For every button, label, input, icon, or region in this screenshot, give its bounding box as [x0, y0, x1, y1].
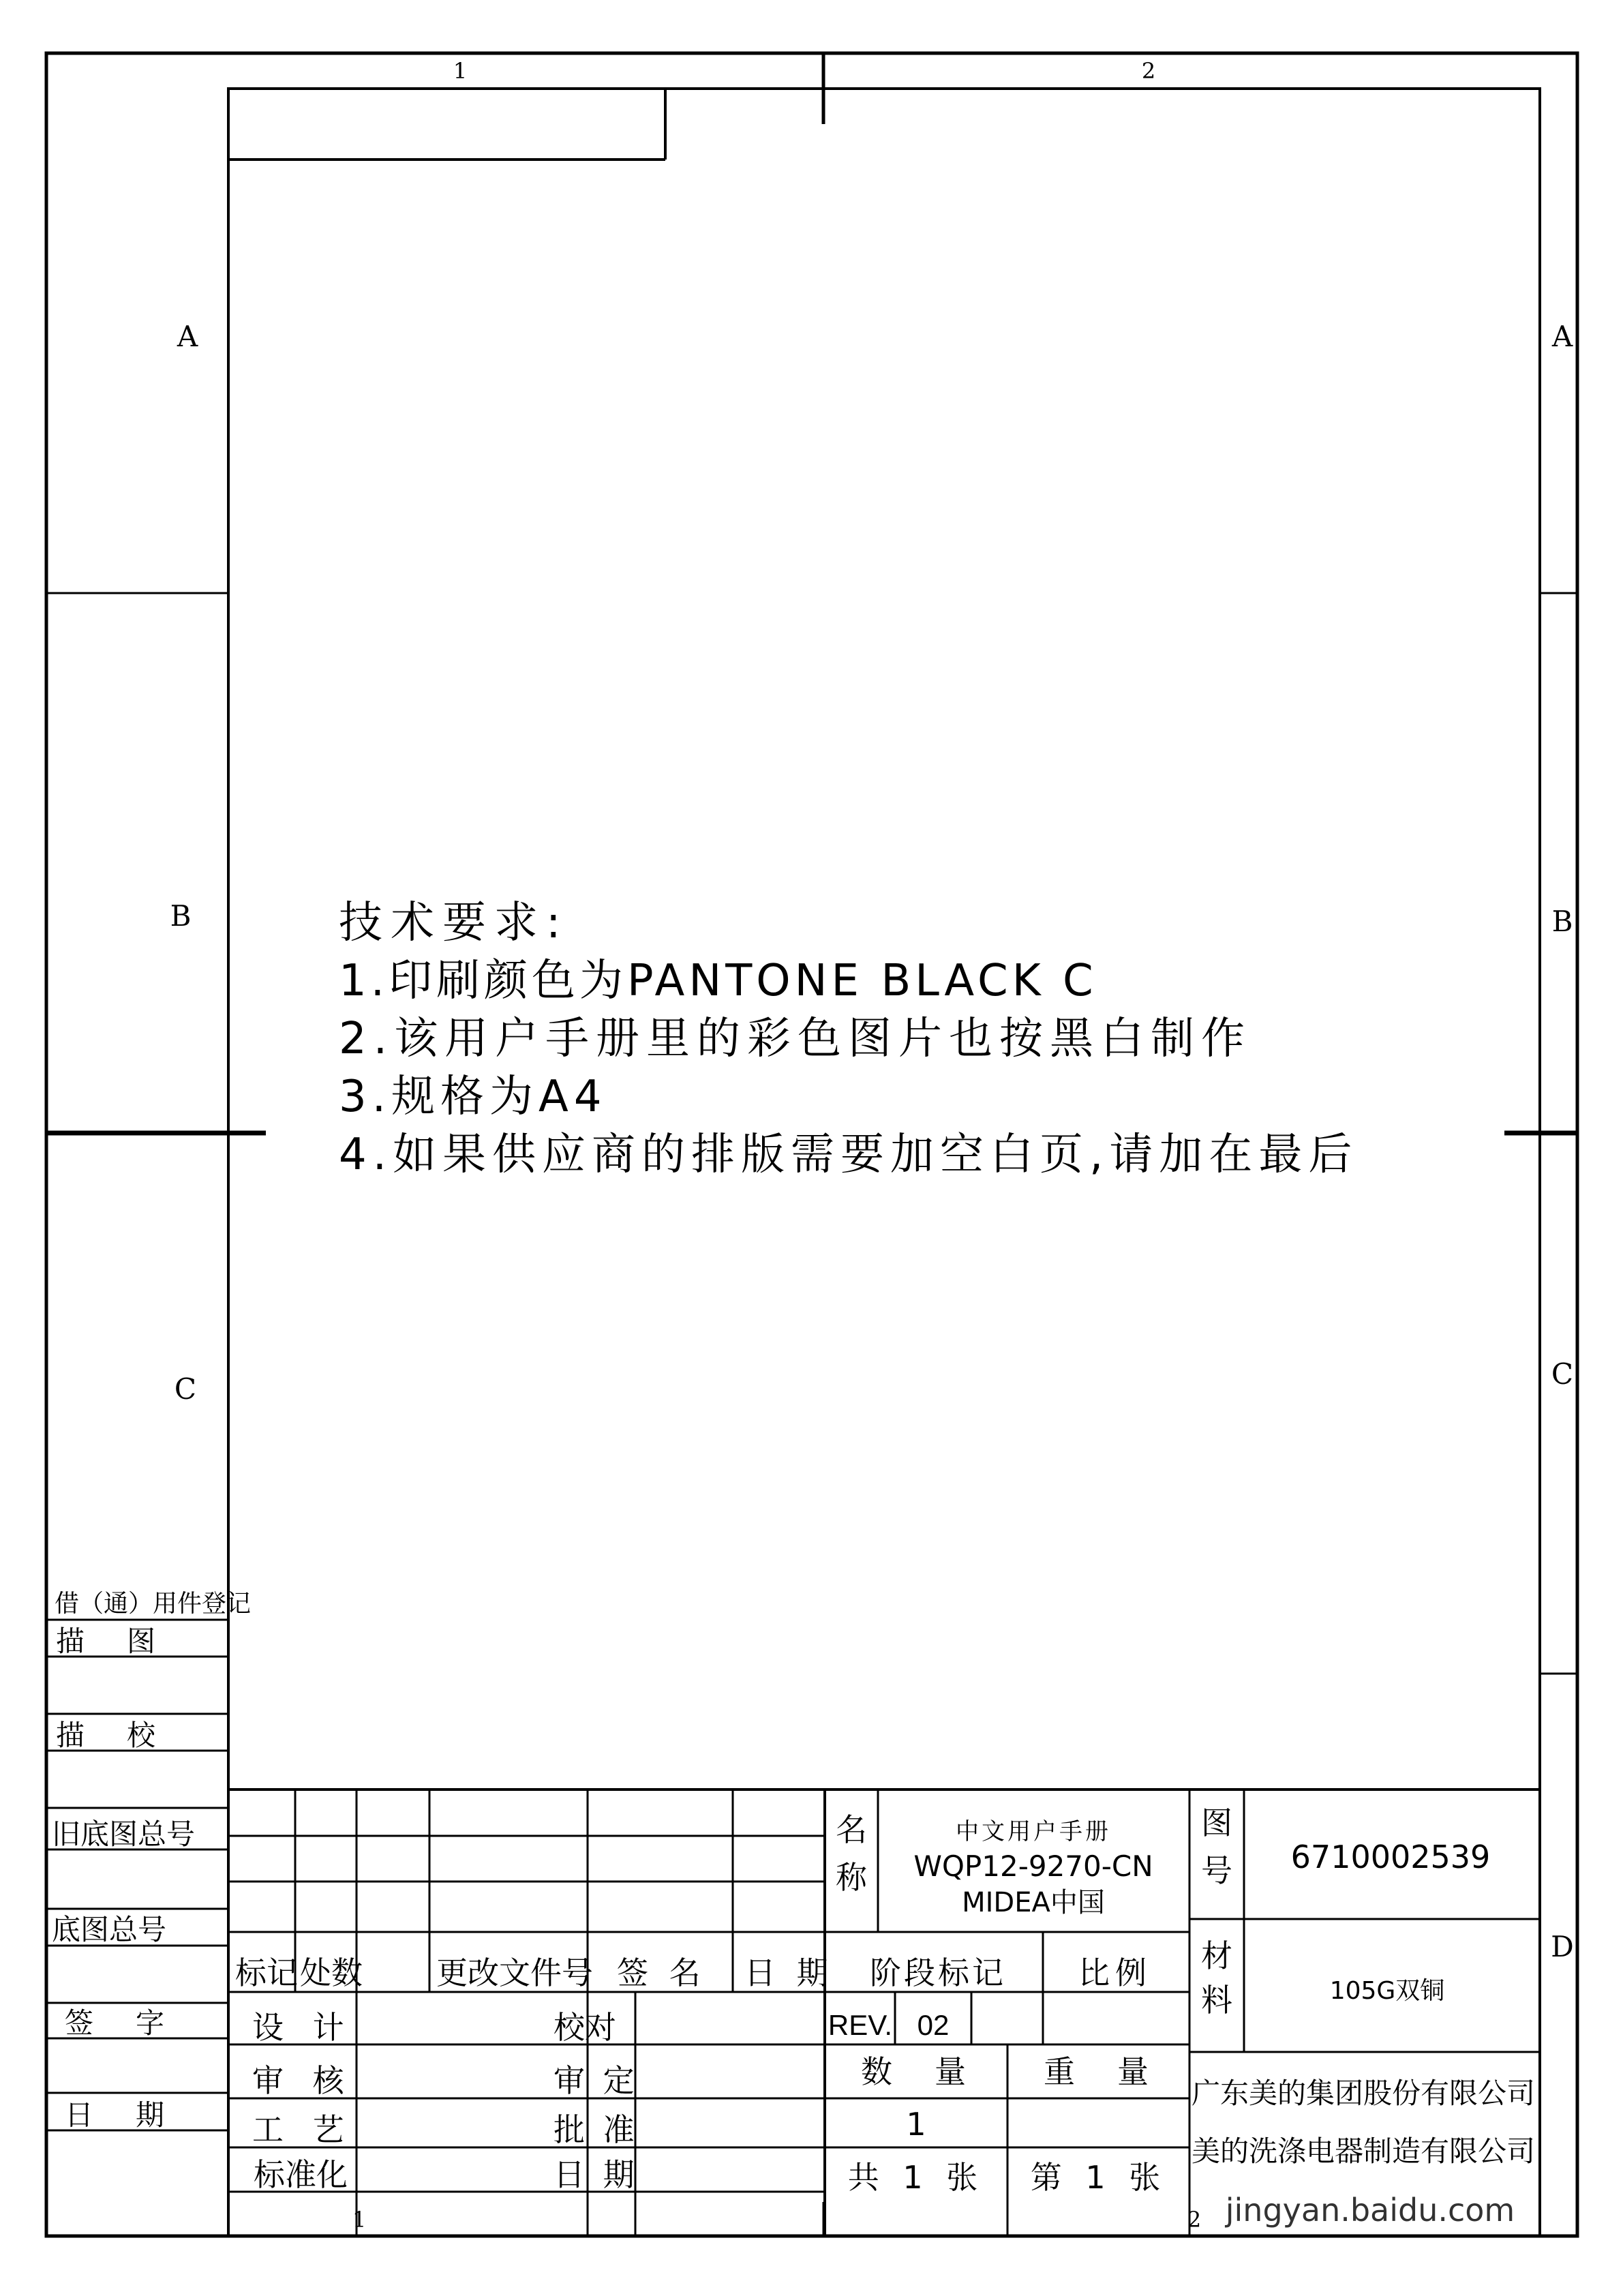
- register-row-date: 日 期: [65, 2098, 172, 2132]
- sheet-number: 第 1 张: [1030, 2159, 1168, 2196]
- register-row-old-master-no: 旧底图总号: [52, 1817, 196, 1851]
- name-label: 名: [836, 1811, 867, 1848]
- sheets-total: 共 1 张: [847, 2159, 985, 2196]
- register-row-trace-check: 描 校: [56, 1719, 163, 1752]
- drawing-number: 6710002539: [1290, 1839, 1491, 1875]
- role-proofread: 校对: [553, 2009, 616, 2046]
- material-label-1: 材: [1201, 1937, 1232, 1974]
- header-signature: 签 名: [617, 1954, 706, 1991]
- scale-label: 比例: [1078, 1954, 1152, 1991]
- material-value: 105G双铜: [1329, 1977, 1445, 2005]
- technical-requirements: [339, 898, 1358, 1180]
- name-line-2: WQP12-9270-CN: [913, 1849, 1153, 1883]
- role-date: 日 期: [553, 2156, 639, 2193]
- left-zone-c: C: [174, 1372, 197, 1406]
- note-item-3: 3.规格为A4: [339, 1072, 607, 1122]
- left-register: [46, 1589, 251, 2132]
- register-row-master-no: 底图总号: [52, 1913, 167, 1946]
- watermark: jingyan.baidu.com: [1225, 2192, 1515, 2229]
- revision-headers: [235, 1954, 834, 1991]
- right-zone-a: A: [1551, 320, 1573, 353]
- right-zone-b: B: [1551, 905, 1573, 938]
- left-zone-b: B: [170, 899, 192, 933]
- right-zone-d: D: [1551, 1930, 1574, 1963]
- top-zone-2: 2: [1141, 58, 1156, 84]
- role-design: 设 计: [252, 2009, 354, 2046]
- name-label-2: 称: [836, 1859, 867, 1896]
- quantity-value: 1: [906, 2106, 926, 2143]
- stage-label: 阶段标记: [870, 1954, 1006, 1991]
- company-line-1: 广东美的集团股份有限公司: [1191, 2076, 1536, 2110]
- name-block: [836, 1811, 1153, 1918]
- register-row-trace: 描 图: [56, 1625, 163, 1658]
- bottom-zone-1: 1: [352, 2207, 367, 2233]
- rev-value: 02: [917, 2009, 950, 2041]
- approval-roles: [252, 2009, 639, 2193]
- role-review: 审 核: [252, 2062, 354, 2099]
- role-approval: 批 准: [553, 2111, 639, 2148]
- company-line-2: 美的洗涤电器制造有限公司: [1191, 2134, 1536, 2168]
- material-label-2: 料: [1201, 1982, 1232, 2019]
- left-zone-a: A: [177, 320, 198, 353]
- register-row-signature: 签 字: [65, 2006, 172, 2040]
- name-line-3: MIDEA中国: [962, 1887, 1105, 1918]
- company-block: [1192, 2076, 1535, 2168]
- header-change-doc: 更改文件号: [436, 1954, 593, 1991]
- top-zone-1: 1: [453, 58, 468, 84]
- note-item-4: 4.如果供应商的排版需要加空白页,请加在最后: [339, 1130, 1359, 1180]
- quantity-label: 数 量: [861, 2053, 971, 2090]
- header-date: 日 期: [744, 1954, 834, 1991]
- weight-label: 重 量: [1044, 2053, 1154, 2090]
- header-count: 处数: [300, 1954, 363, 1991]
- role-final-review: 审 定: [553, 2062, 639, 2099]
- rev-label: REV.: [828, 2009, 893, 2041]
- drawing-no-label-1: 图: [1201, 1804, 1232, 1841]
- name-line-1: 中文用户手册: [956, 1818, 1111, 1845]
- role-standardization: 标准化: [254, 2156, 348, 2193]
- drawing-no-label-2: 号: [1201, 1852, 1232, 1889]
- note-item-1: 1.印刷颜色为PANTONE BLACK C: [339, 956, 1097, 1006]
- note-item-2: 2.该用户手册里的彩色图片也按黑白制作: [339, 1014, 1252, 1064]
- register-title: 借（通）用件登记: [55, 1589, 252, 1617]
- material-block: [1201, 1937, 1444, 2019]
- bottom-zone-2: 2: [1187, 2207, 1202, 2233]
- role-process: 工 艺: [252, 2111, 354, 2148]
- header-mark: 标记: [235, 1954, 298, 1991]
- notes-heading: 技术要求:: [339, 898, 569, 948]
- right-zone-c: C: [1551, 1357, 1574, 1391]
- stage-block: [828, 1954, 1152, 2041]
